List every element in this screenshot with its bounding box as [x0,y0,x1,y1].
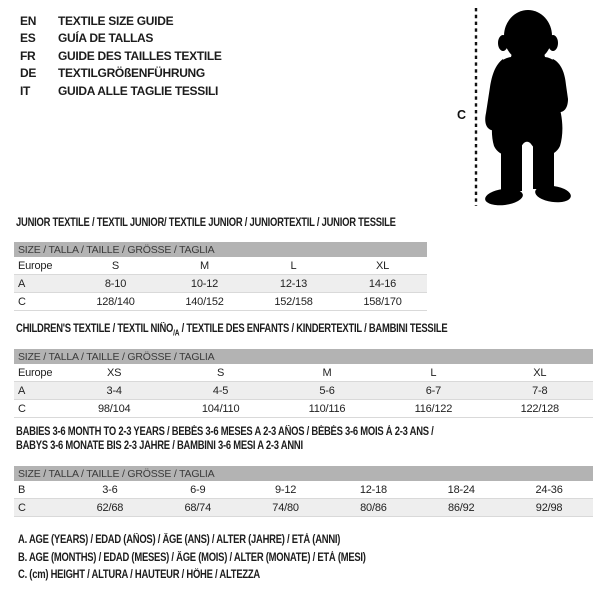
table-cell: 12-13 [249,275,338,293]
table-cell: 152/158 [249,293,338,311]
size-header-row [14,349,593,364]
baby-silhouette-figure [445,5,595,210]
table-cell: 110/116 [274,400,380,418]
table-title-text: CHILDREN'S TEXTILE / TEXTIL NIÑO [16,323,174,335]
table-cell: 8-10 [71,275,160,293]
table-cell: 86/92 [417,499,505,517]
table-cell: 10-12 [160,275,249,293]
language-row [20,12,222,30]
footnote: C. (cm) HEIGHT / ALTURA / HAUTEUR / HÖHE / ALTEZZA [18,569,260,581]
junior-textile-section [14,216,427,311]
babies-textile-section [14,425,593,517]
language-title: TEXTILGRÖßENFÜHRUNG [58,66,205,81]
table-cell: 7-8 [487,382,593,400]
table-cell: 80/86 [329,499,417,517]
size-table [14,466,593,517]
table-row [14,499,593,517]
footnotes [18,532,442,585]
table-cell: XL [487,364,593,382]
table-title-text: BABYS 3-6 MONATE BIS 2-3 JAHRE / BAMBINI 3-6 MESI A 2-3 ANNI [16,440,303,452]
language-title: GUIDE DES TAILLES TEXTILE [58,48,222,63]
table-row [14,293,427,311]
table-cell: 6-7 [380,382,486,400]
table-cell: L [380,364,486,382]
table-cell: 98/104 [61,400,167,418]
table-cell: 74/80 [242,499,330,517]
table-row [14,382,593,400]
row-label: Europe [14,257,71,275]
table-cell: L [249,257,338,275]
language-row [20,82,222,100]
size-header-cell: SIZE / TALLA / TAILLE / GRÖSSE / TAGLIA [14,466,593,481]
children-textile-section [14,322,593,418]
table-title-text: / TEXTILE DES ENFANTS / KINDERTEXTIL / BAMBINI TESSILE [179,323,448,335]
table-row [14,257,427,275]
language-code: EN [20,13,37,28]
language-title: GUÍA DE TALLAS [58,31,154,46]
table-cell: M [160,257,249,275]
table-cell: 14-16 [338,275,427,293]
table-cell: 24-36 [505,481,593,499]
language-code: IT [20,83,31,98]
language-code: DE [20,66,37,81]
table-title [16,425,489,439]
table-title [16,439,489,453]
table-row [14,400,593,418]
table-title-subscript: /A [173,328,180,338]
table-cell: 6-9 [154,481,242,499]
size-header-cell: SIZE / TALLA / TAILLE / GRÖSSE / TAGLIA [14,242,427,257]
table-cell: XS [61,364,167,382]
table-cell: 122/128 [487,400,593,418]
table-cell: 92/98 [505,499,593,517]
language-list [20,12,222,100]
footnote: A. AGE (YEARS) / EDAD (AÑOS) / ÂGE (ANS) / ALTER (JAHRE) / ETÀ (ANNI) [18,534,341,546]
language-row [20,47,222,65]
table-cell: 5-6 [274,382,380,400]
table-cell: M [274,364,380,382]
table-cell: 128/140 [71,293,160,311]
size-header-row [14,242,427,257]
language-row [20,65,222,83]
table-cell: S [71,257,160,275]
table-cell: 140/152 [160,293,249,311]
language-code: FR [20,48,36,63]
baby-silhouette [484,10,572,207]
table-row [14,481,593,499]
table-cell: 62/68 [66,499,154,517]
table-cell: 12-18 [329,481,417,499]
language-code: ES [20,31,36,46]
language-title: TEXTILE SIZE GUIDE [58,13,174,28]
size-table [14,242,427,311]
table-cell: 18-24 [417,481,505,499]
size-header-cell: SIZE / TALLA / TAILLE / GRÖSSE / TAGLIA [14,349,593,364]
row-label: C [14,400,61,418]
table-cell: 68/74 [154,499,242,517]
table-cell: 116/122 [380,400,486,418]
row-label: B [14,481,66,499]
table-cell: XL [338,257,427,275]
language-row [20,30,222,48]
row-label: A [14,275,71,293]
table-title-text: BABIES 3-6 MONTH TO 2-3 YEARS / BEBÉS 3-6 MESES A 2-3 AÑOS / BÉBÉS 3-6 MOIS À 2-3 ANS / [16,426,434,438]
table-row [14,364,593,382]
footnote: B. AGE (MONTHS) / EDAD (MESES) / ÂGE (MOIS) / ALTER (MONATE) / ETÀ (MESI) [18,551,366,564]
table-cell: 4-5 [167,382,273,400]
size-table [14,349,593,418]
table-title-text: JUNIOR TEXTILE / TEXTIL JUNIOR/ TEXTILE JUNIOR / JUNIORTEXTIL / JUNIOR TESSILE [16,217,396,229]
table-row [14,275,427,293]
table-title [16,216,396,230]
table-cell: 104/110 [167,400,273,418]
height-measure-label: C [457,108,467,122]
row-label: A [14,382,61,400]
row-label: Europe [14,364,61,382]
row-label: C [14,499,66,517]
table-cell: 3-6 [66,481,154,499]
size-header-row [14,466,593,481]
table-title [16,322,489,340]
table-cell: S [167,364,273,382]
language-title: GUIDA ALLE TAGLIE TESSILI [58,83,219,98]
table-cell: 158/170 [338,293,427,311]
table-cell: 3-4 [61,382,167,400]
row-label: C [14,293,71,311]
table-cell: 9-12 [242,481,330,499]
